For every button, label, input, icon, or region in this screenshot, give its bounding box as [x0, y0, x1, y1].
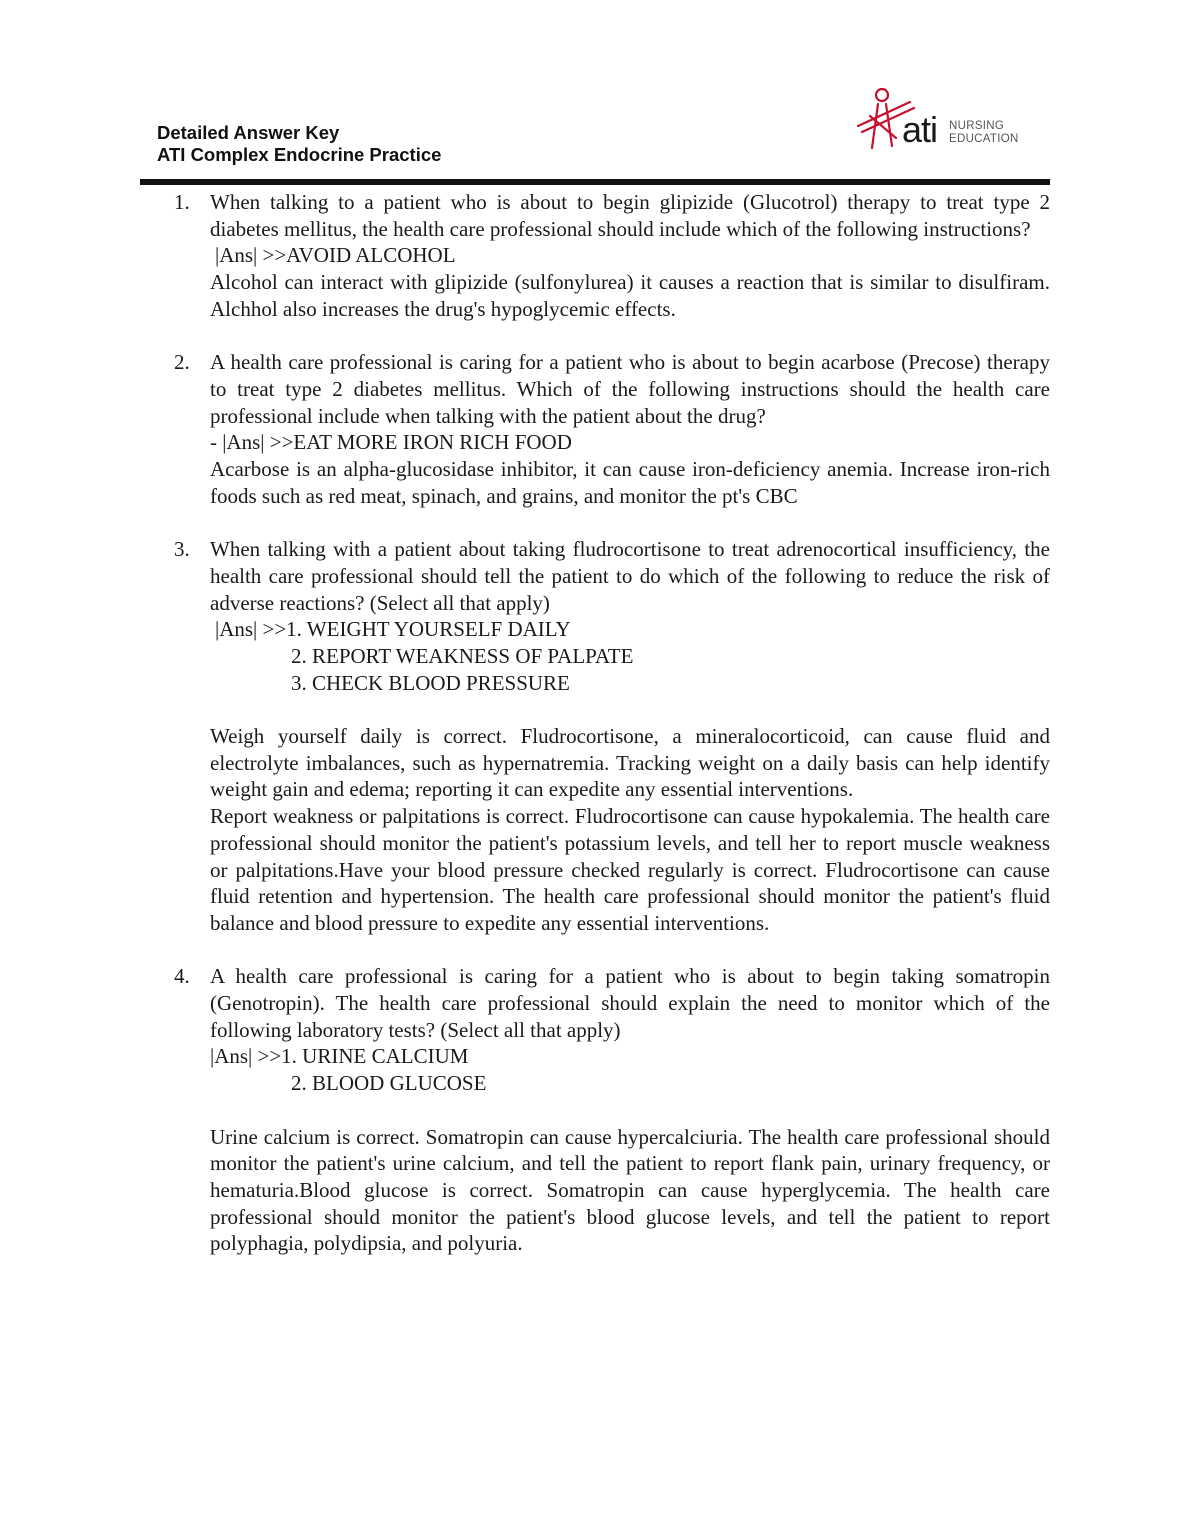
- question-text: When talking to a patient who is about to begin glipizide (Glucotrol) therapy to treat type 2 diabetes mellitus, the health care professional should include which of the following instructions?: [210, 190, 1050, 241]
- answer-text: - |Ans| >>EAT MORE IRON RICH FOOD: [210, 430, 572, 455]
- rationale-text: Urine calcium is correct. Somatropin can cause hypercalciuria. The health care professional should monitor the patient's urine calcium, and tell the patient to report flank pain, urinary frequency, or hematuria.Blood glucose is correct. Somatropin can cause hyperglycemia. The health care professional should monitor the patient's blood glucose levels, and tell the patient to report polyphagia, polydipsia, and polyuria.: [210, 1124, 1050, 1256]
- document-header: [157, 122, 441, 166]
- ati-tagline: NURSING EDUCATION: [949, 120, 1019, 145]
- rationale-text: Weigh yourself daily is correct. Fludrocortisone, a mineralocorticoid, can cause fluid and electrolyte imbalances, such as hypernatremia. Tracking weight on a daily basis can help identify weight gain and edema; reporting it can expedite any essential interventions.: [210, 724, 1050, 802]
- answer-text-3: 3. CHECK BLOOD PRESSURE: [291, 670, 570, 695]
- answer-key-list: [170, 189, 1050, 1284]
- question-number: 1.: [174, 190, 190, 214]
- rationale-text: Alcohol can interact with glipizide (sulfonylurea) it causes a reaction that is similar to disulfiram. Alchhol also increases the drug's hypoglycemic effects.: [210, 270, 1050, 321]
- answer-text-2: 2. BLOOD GLUCOSE: [291, 1071, 487, 1096]
- answer-text-2: 2. REPORT WEAKNESS OF PALPATE: [291, 643, 634, 668]
- header-divider: [140, 179, 1050, 185]
- answer-text: |Ans| >>1. WEIGHT YOURSELF DAILY: [215, 617, 571, 642]
- question-item-2: [170, 349, 1050, 509]
- rationale-text-2: Report weakness or palpitations is correct. Fludrocortisone can cause hypokalemia. The health care professional should monitor the patient's potassium levels, and tell her to report muscle weakness or palpitations.Have your blood pressure checked regularly is correct. Fludrocortisone can cause fluid retention and hypertension. The health care professional should monitor the patient's fluid balance and blood pressure to expedite any essential interventions.: [210, 804, 1050, 935]
- rationale-text: Acarbose is an alpha-glucosidase inhibitor, it can cause iron-deficiency anemia. Increase iron-rich foods such as red meat, spinach, and grains, and monitor the pt's CBC: [210, 457, 1050, 508]
- question-number: 4.: [174, 964, 190, 989]
- question-text: When talking with a patient about taking fludrocortisone to treat adrenocortical insufficiency, the health care professional should tell the patient to do which of the following to reduce the risk of adverse reactions? (Select all that apply): [210, 537, 1050, 615]
- spacer: [210, 1097, 1050, 1124]
- question-number: 3.: [174, 537, 190, 562]
- spacer: [210, 696, 1050, 723]
- answer-text: |Ans| >>AVOID ALCOHOL: [215, 243, 456, 268]
- document-title: Detailed Answer Key: [157, 122, 340, 143]
- question-text: A health care professional is caring for a patient who is about to begin taking somatropin (Genotropin). The health care professional should explain the need to monitor which of the following laboratory tests? (Select all that apply): [210, 964, 1050, 1042]
- ati-logo: [852, 86, 1032, 158]
- ati-wordmark: ati: [902, 109, 938, 150]
- question-text: A health care professional is caring for a patient who is about to begin acarbose (Precose) therapy to treat type 2 diabetes mellitus. Which of the following instructions should the health care professional include when talking with the patient about the drug?: [210, 350, 1050, 428]
- document-subtitle: ATI Complex Endocrine Practice: [157, 144, 442, 165]
- question-number: 2.: [174, 350, 190, 375]
- question-item-4: [170, 963, 1050, 1257]
- question-item-3: [170, 536, 1050, 937]
- answer-text: |Ans| >>1. URINE CALCIUM: [210, 1044, 469, 1069]
- question-item-1: [170, 189, 1050, 323]
